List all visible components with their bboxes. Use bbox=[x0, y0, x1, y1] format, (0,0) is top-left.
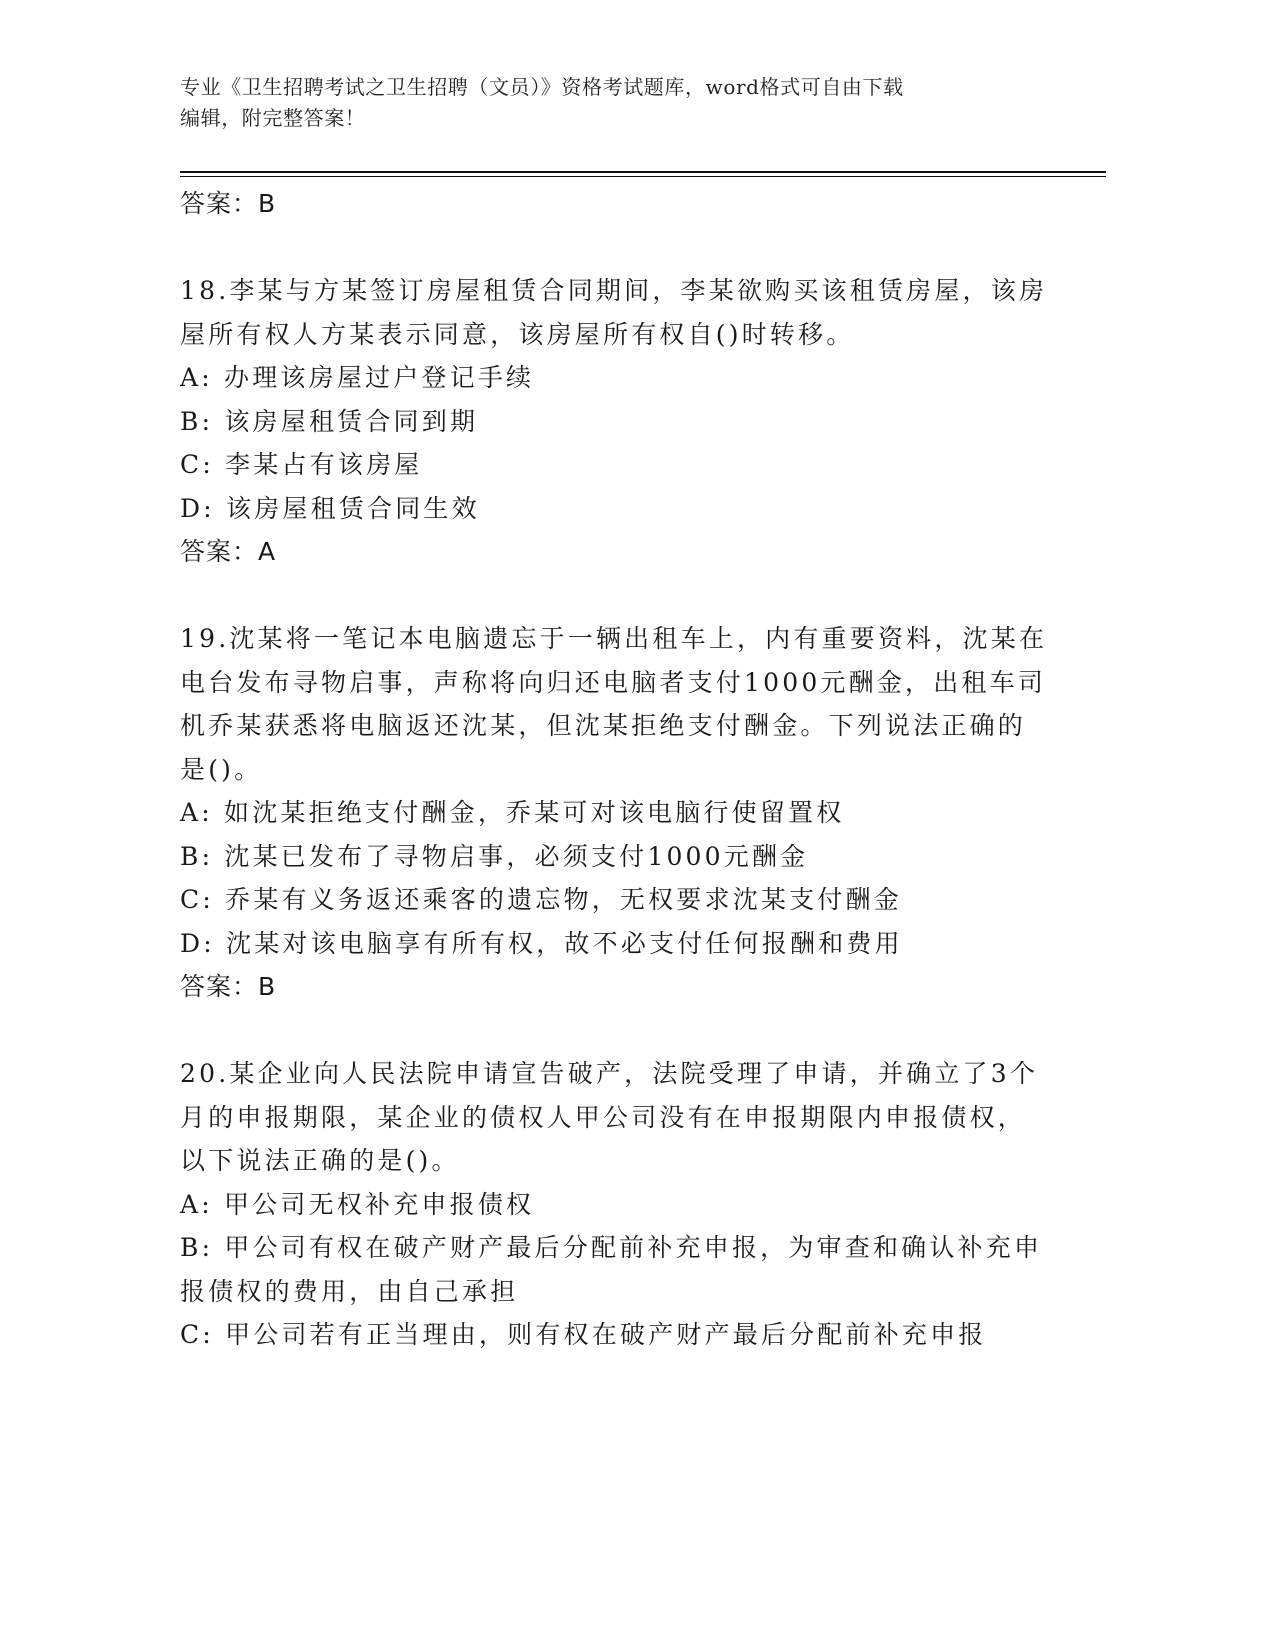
document-header bbox=[180, 72, 1040, 134]
option-d: D: 沈某对该电脑享有所有权，故不必支付任何报酬和费用 bbox=[180, 928, 903, 958]
spacer bbox=[180, 226, 1040, 270]
question-stem-line: 18.李某与方某签订房屋租赁合同期间，李某欲购买该租赁房屋，该房 bbox=[180, 276, 1048, 305]
header-divider-thin bbox=[180, 176, 1106, 177]
question-stem-line: 以下说法正确的是()。 bbox=[180, 1146, 460, 1175]
option-b: B: 沈某已发布了寻物启事，必须支付1000元酬金 bbox=[180, 841, 809, 871]
option-a: A: 甲公司无权补充申报债权 bbox=[180, 1189, 535, 1219]
question-stem-line: 屋所有权人方某表示同意，该房屋所有权自()时转移。 bbox=[180, 319, 855, 349]
option-c: C: 甲公司若有正当理由，则有权在破产财产最后分配前补充申报 bbox=[180, 1320, 987, 1349]
question-18 bbox=[180, 269, 1048, 574]
header-divider-thick bbox=[180, 171, 1106, 173]
question-stem-line: 19.沈某将一笔记本电脑遗忘于一辆出租车上，内有重要资料，沈某在 bbox=[180, 624, 1048, 653]
header-line-2: 编辑，附完整答案！ bbox=[180, 106, 366, 130]
answer: 答案：B bbox=[180, 972, 277, 1001]
option-c: C: 乔某有义务返还乘客的遗忘物，无权要求沈某支付酬金 bbox=[180, 885, 902, 914]
question-stem-line: 20.某企业向人民法院申请宣告破产，法院受理了申请，并确立了3个 bbox=[180, 1059, 1039, 1088]
answer: 答案：A bbox=[180, 537, 277, 566]
option-b: B: 该房屋租赁合同到期 bbox=[180, 406, 479, 436]
header-line-1: 专业《卫生招聘考试之卫生招聘（文员）》资格考试题库，word格式可自由下载 bbox=[180, 75, 904, 99]
option-a: A: 办理该房屋过户登记手续 bbox=[180, 363, 535, 392]
question-stem-line: 机乔某获悉将电脑返还沈某，但沈某拒绝支付酬金。下列说法正确的 bbox=[180, 711, 1027, 740]
spacer bbox=[180, 1009, 1040, 1053]
question-stem-line: 电台发布寻物启事，声称将向归还电脑者支付1000元酬金，出租车司 bbox=[180, 667, 1047, 697]
previous-answer: 答案：B bbox=[180, 189, 277, 218]
question-content bbox=[180, 182, 1048, 1357]
question-19 bbox=[180, 617, 1048, 1009]
spacer bbox=[180, 574, 1040, 618]
option-b-continued: 报债权的费用，由自己承担 bbox=[180, 1276, 519, 1306]
question-stem-line: 月的申报期限，某企业的债权人甲公司没有在申报期限内申报债权， bbox=[180, 1102, 1027, 1132]
question-20 bbox=[180, 1052, 1043, 1357]
option-a: A: 如沈某拒绝支付酬金，乔某可对该电脑行使留置权 bbox=[180, 798, 845, 827]
option-c: C: 李某占有该房屋 bbox=[180, 450, 423, 479]
option-b: B: 甲公司有权在破产财产最后分配前补充申报，为审查和确认补充申 bbox=[180, 1233, 1043, 1262]
option-d: D: 该房屋租赁合同生效 bbox=[180, 493, 480, 523]
question-stem-line: 是()。 bbox=[180, 754, 263, 784]
